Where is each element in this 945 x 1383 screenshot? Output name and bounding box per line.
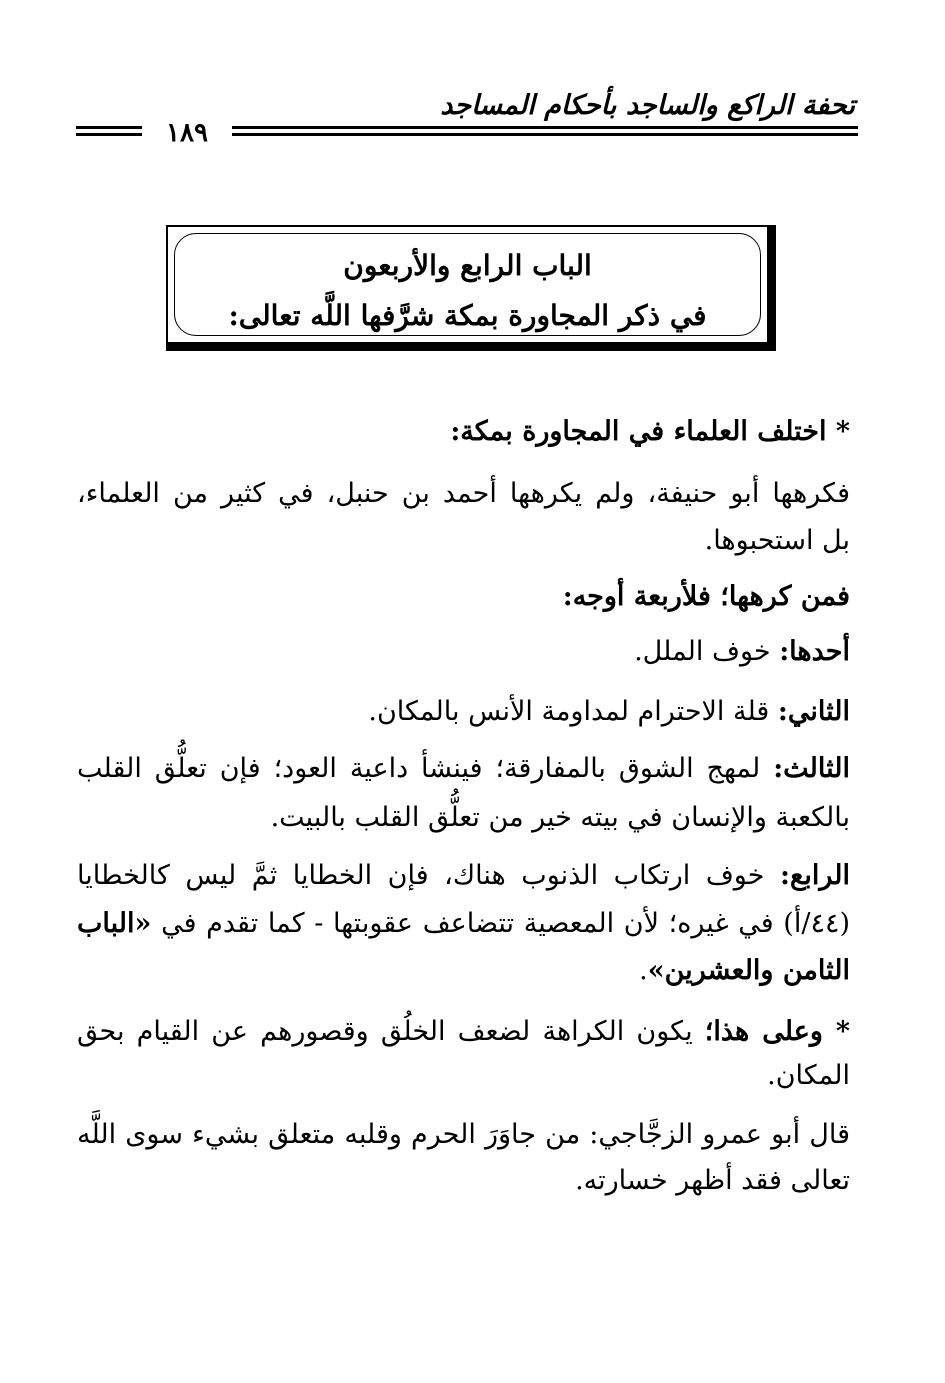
header-rule-left-bottom — [76, 133, 142, 136]
quote-zajjaji-line-2: تعالى فقد أظهر خسارته. — [575, 1165, 850, 1196]
chapter-title: الباب الرابع والأربعون — [343, 249, 592, 282]
reason-four-line-3 — [77, 951, 850, 991]
chapter-reference-start: «الباب — [77, 908, 152, 939]
page-number: ١٨٩ — [166, 118, 208, 148]
paragraph-consequence-line-2: المكان. — [767, 1060, 850, 1091]
chapter-subtitle: في ذكر المجاورة بمكة شرَّفها اللَّه تعالى: — [228, 299, 707, 332]
reason-four-end-period: . — [639, 955, 648, 986]
reason-two — [77, 692, 850, 732]
reason-three-text: لمهج الشوق بالمفارقة؛ فينشأ داعية العود؛ فإن تعلُّق القلب — [77, 753, 774, 784]
reason-three-label: الثالث: — [773, 753, 850, 784]
reason-two-text: قلة الاحترام لمداومة الأنس بالمكان. — [368, 696, 778, 727]
reason-two-label: الثاني: — [777, 696, 850, 727]
header-rule-right-top — [232, 126, 858, 129]
header-rule-right-bottom — [232, 133, 858, 136]
reason-four-line-2 — [77, 904, 850, 944]
reason-three-line-2: بالكعبة والإنسان في بيته خير من تعلُّق القلب بالبيت. — [270, 802, 850, 833]
paragraph-four-reasons: فمن كرهها؛ فلأربعة أوجه: — [562, 581, 850, 612]
chapter-reference-end: الثامن والعشرين» — [647, 955, 850, 986]
reason-four-label: الرابع: — [780, 860, 850, 891]
reason-one-label: أحدها: — [779, 636, 850, 667]
header-rule-left-top — [76, 126, 142, 129]
reason-four-line-1 — [77, 856, 850, 896]
paragraph-opinions-line-2: بل استحبوها. — [704, 525, 850, 556]
paragraph-intro: * اختلف العلماء في المجاورة بمكة: — [450, 416, 850, 447]
paragraph-opinions-line-1: فكرهها أبو حنيفة، ولم يكرهها أحمد بن حنبل، في كثير من العلماء، — [77, 478, 850, 509]
book-title: تحفة الراكع والساجد بأحكام المساجد — [440, 90, 855, 121]
paragraph-consequence-line-1 — [77, 1012, 850, 1052]
quote-zajjaji-line-1: قال أبو عمرو الزجَّاجي: من جاوَرَ الحرم وقلبه متعلق بشيء سوى اللَّه — [77, 1119, 850, 1150]
reason-one — [77, 632, 850, 672]
reason-one-text: خوف الملل. — [634, 636, 780, 667]
consequence-label: * وعلى هذا؛ — [704, 1016, 850, 1047]
reason-four-text: خوف ارتكاب الذنوب هناك، فإن الخطايا ثمَّ ليس كالخطايا — [77, 860, 781, 891]
reason-four-line-2-text: (٤٤/أ) في غيره؛ لأن المعصية تتضاعف عقوبتها - كما تقدم في — [151, 908, 850, 939]
chapter-title-frame — [166, 225, 776, 351]
consequence-text: يكون الكراهة لضعف الخلُق وقصورهم عن القيام بحق — [77, 1016, 705, 1047]
reason-three-line-1 — [77, 749, 850, 789]
